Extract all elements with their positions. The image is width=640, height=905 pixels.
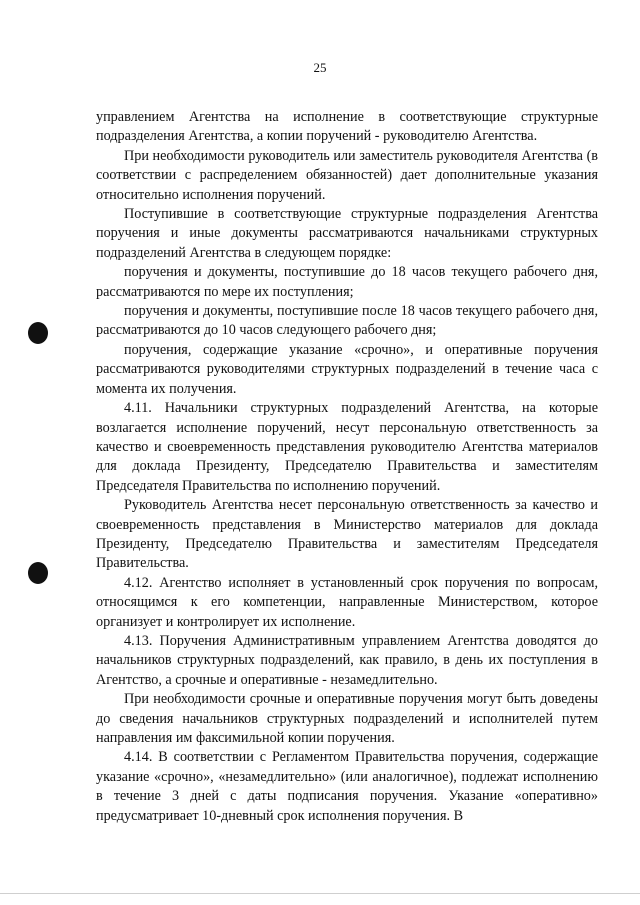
list-item: поручения и документы, поступившие до 18 часов текущего рабочего дня, рассматриваются по мере их поступления; xyxy=(96,264,598,300)
punch-hole-bottom xyxy=(28,562,48,584)
section-4-12: 4.12. Агентство исполняет в установленный срок поручения по вопросам, относящимся к его компетенции, направленные Министерством, которое организует и контролирует их исполнение. xyxy=(96,574,598,630)
list-item: поручения, содержащие указание «срочно», и оперативные поручения рассматриваются руководителями структурных подразделений в течение часа с момента их получения. xyxy=(96,341,598,397)
paragraph: При необходимости руководитель или заместитель руководителя Агентства (в соответствии с распределением обязанностей) дает дополнительные указания относительно исполнения поручений. xyxy=(96,147,598,203)
section-4-11: 4.11. Начальники структурных подразделений Агентства, на которые возлагается исполнение поручений, несут персональную ответственность за качество и своевременность представления руководителю Агентства материалов для доклада Президенту, Председателю Правительства и заместителям Председателя Правительства по исполнению поручений. xyxy=(96,400,598,494)
document-body xyxy=(96,108,598,826)
list-item: поручения и документы, поступившие после 18 часов текущего рабочего дня, рассматриваются до 10 часов следующего рабочего дня; xyxy=(96,303,598,339)
section-4-13: 4.13. Поручения Административным управлением Агентства доводятся до начальников структурных подразделений, как правило, в день их поступления в Агентство, а срочные и оперативные - незамедлительно. xyxy=(96,632,598,688)
section-4-14: 4.14. В соответствии с Регламентом Правительства поручения, содержащие указание «срочно», «незамедлительно» (или аналогичное), подлежат исполнению в течение 3 дней с даты подписания поручения. Указание «оперативно» предусматривает 10-дневный срок исполнения поручения. В xyxy=(96,749,598,824)
paragraph: При необходимости срочные и оперативные поручения могут быть доведены до сведения начальников структурных подразделений и исполнителей путем направления им факсимильной копии поручения. xyxy=(96,691,598,746)
page-number: 25 xyxy=(313,60,327,75)
punch-hole-top xyxy=(28,322,48,344)
paragraph: управлением Агентства на исполнение в соответствующие структурные подразделения Агентства, а копии поручений - руководителю Агентства. xyxy=(96,109,598,145)
paragraph: Поступившие в соответствующие структурные подразделения Агентства поручения и иные документы рассматриваются начальниками структурных подразделений Агентства в следующем порядке: xyxy=(96,206,598,261)
scan-bottom-edge xyxy=(0,893,640,894)
paragraph: Руководитель Агентства несет персональную ответственность за качество и своевременность представления в Министерство материалов для доклада Президенту, Председателю Правительства и заместителям Председателя Правительства. xyxy=(96,497,598,572)
